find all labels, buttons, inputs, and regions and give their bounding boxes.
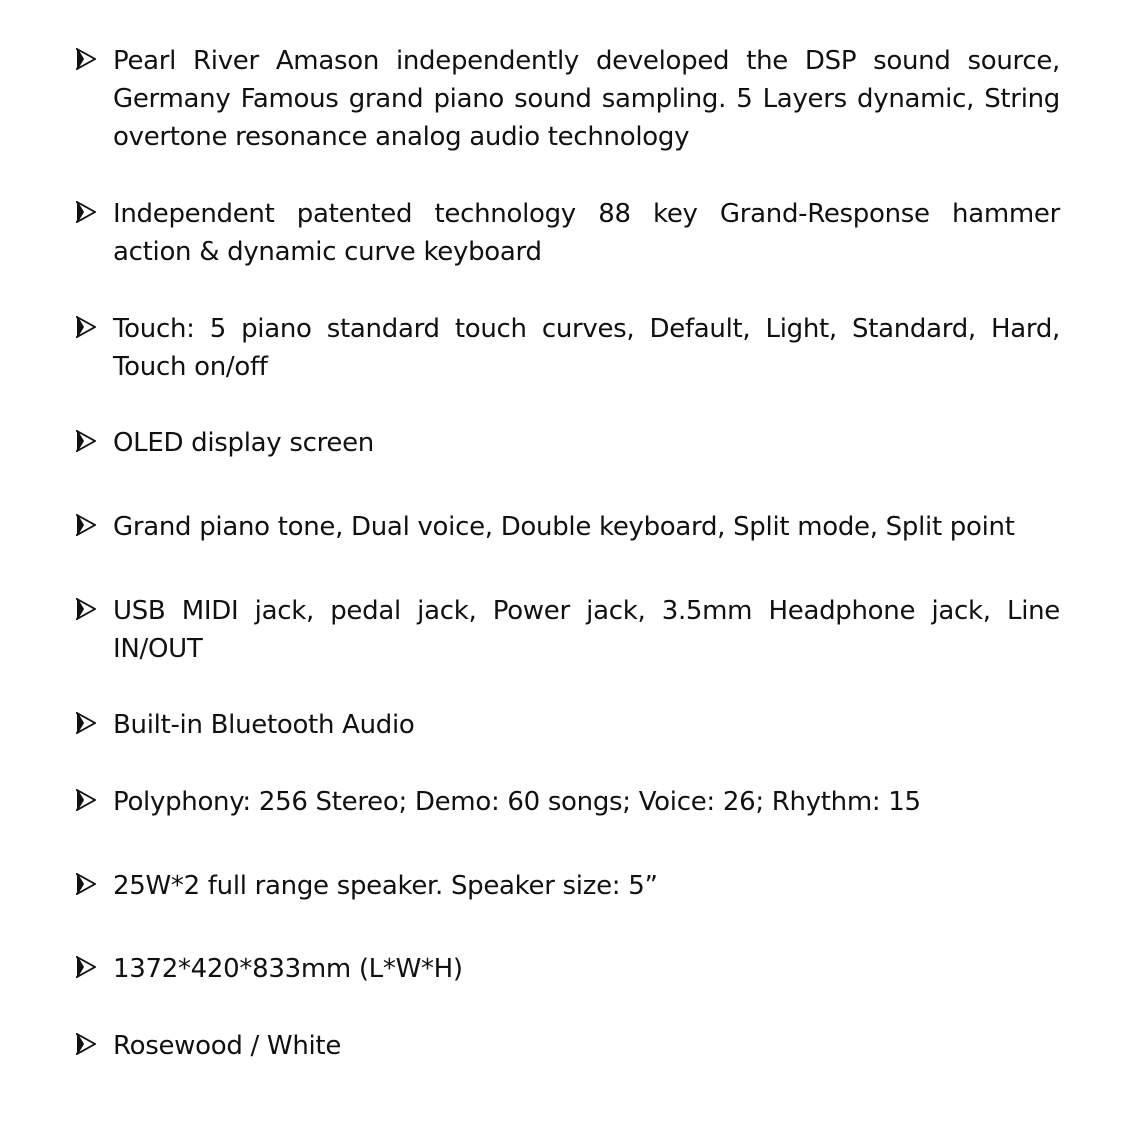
list-item <box>76 950 1060 988</box>
list-item-text: Built-in Bluetooth Audio <box>113 710 415 740</box>
list-item <box>76 706 1060 744</box>
arrowhead-bullet-icon <box>76 514 96 536</box>
list-item-text: Rosewood / White <box>113 1031 342 1061</box>
list-item-text: Pearl River Amason independently developed the DSP sound source, Germany Famous grand piano sound sampling. 5 Layers dynamic, String overtone resonance analog audio technology <box>113 46 1060 152</box>
list-item-text: OLED display screen <box>113 428 374 458</box>
list-item <box>76 783 1060 821</box>
arrowhead-bullet-icon <box>76 430 96 452</box>
arrowhead-bullet-icon <box>76 873 96 895</box>
list-item-text: 1372*420*833mm (L*W*H) <box>113 954 463 984</box>
arrowhead-bullet-icon <box>76 48 96 70</box>
list-item <box>76 867 1060 905</box>
arrowhead-bullet-icon <box>76 201 96 223</box>
list-item <box>76 42 1060 156</box>
arrowhead-bullet-icon <box>76 789 96 811</box>
arrowhead-bullet-icon <box>76 316 96 338</box>
list-item <box>76 1027 1060 1065</box>
list-item-text: 25W*2 full range speaker. Speaker size: 5” <box>113 871 658 901</box>
list-item <box>76 310 1060 386</box>
list-item <box>76 592 1060 668</box>
list-item-text: Touch: 5 piano standard touch curves, Default, Light, Standard, Hard, Touch on/off <box>113 314 1060 382</box>
arrowhead-bullet-icon <box>76 1033 96 1055</box>
arrowhead-bullet-icon <box>76 712 96 734</box>
list-item-text: Grand piano tone, Dual voice, Double keyboard, Split mode, Split point <box>113 512 1015 542</box>
list-item <box>76 195 1060 271</box>
list-item <box>76 424 1060 462</box>
list-item <box>76 508 1060 546</box>
arrowhead-bullet-icon <box>76 598 96 620</box>
list-item-text: USB MIDI jack, pedal jack, Power jack, 3.5mm Headphone jack, Line IN/OUT <box>113 596 1060 664</box>
list-item-text: Independent patented technology 88 key Grand-Response hammer action & dynamic curve keyboard <box>113 199 1060 267</box>
arrowhead-bullet-icon <box>76 956 96 978</box>
list-item-text: Polyphony: 256 Stereo; Demo: 60 songs; Voice: 26; Rhythm: 15 <box>113 787 921 817</box>
